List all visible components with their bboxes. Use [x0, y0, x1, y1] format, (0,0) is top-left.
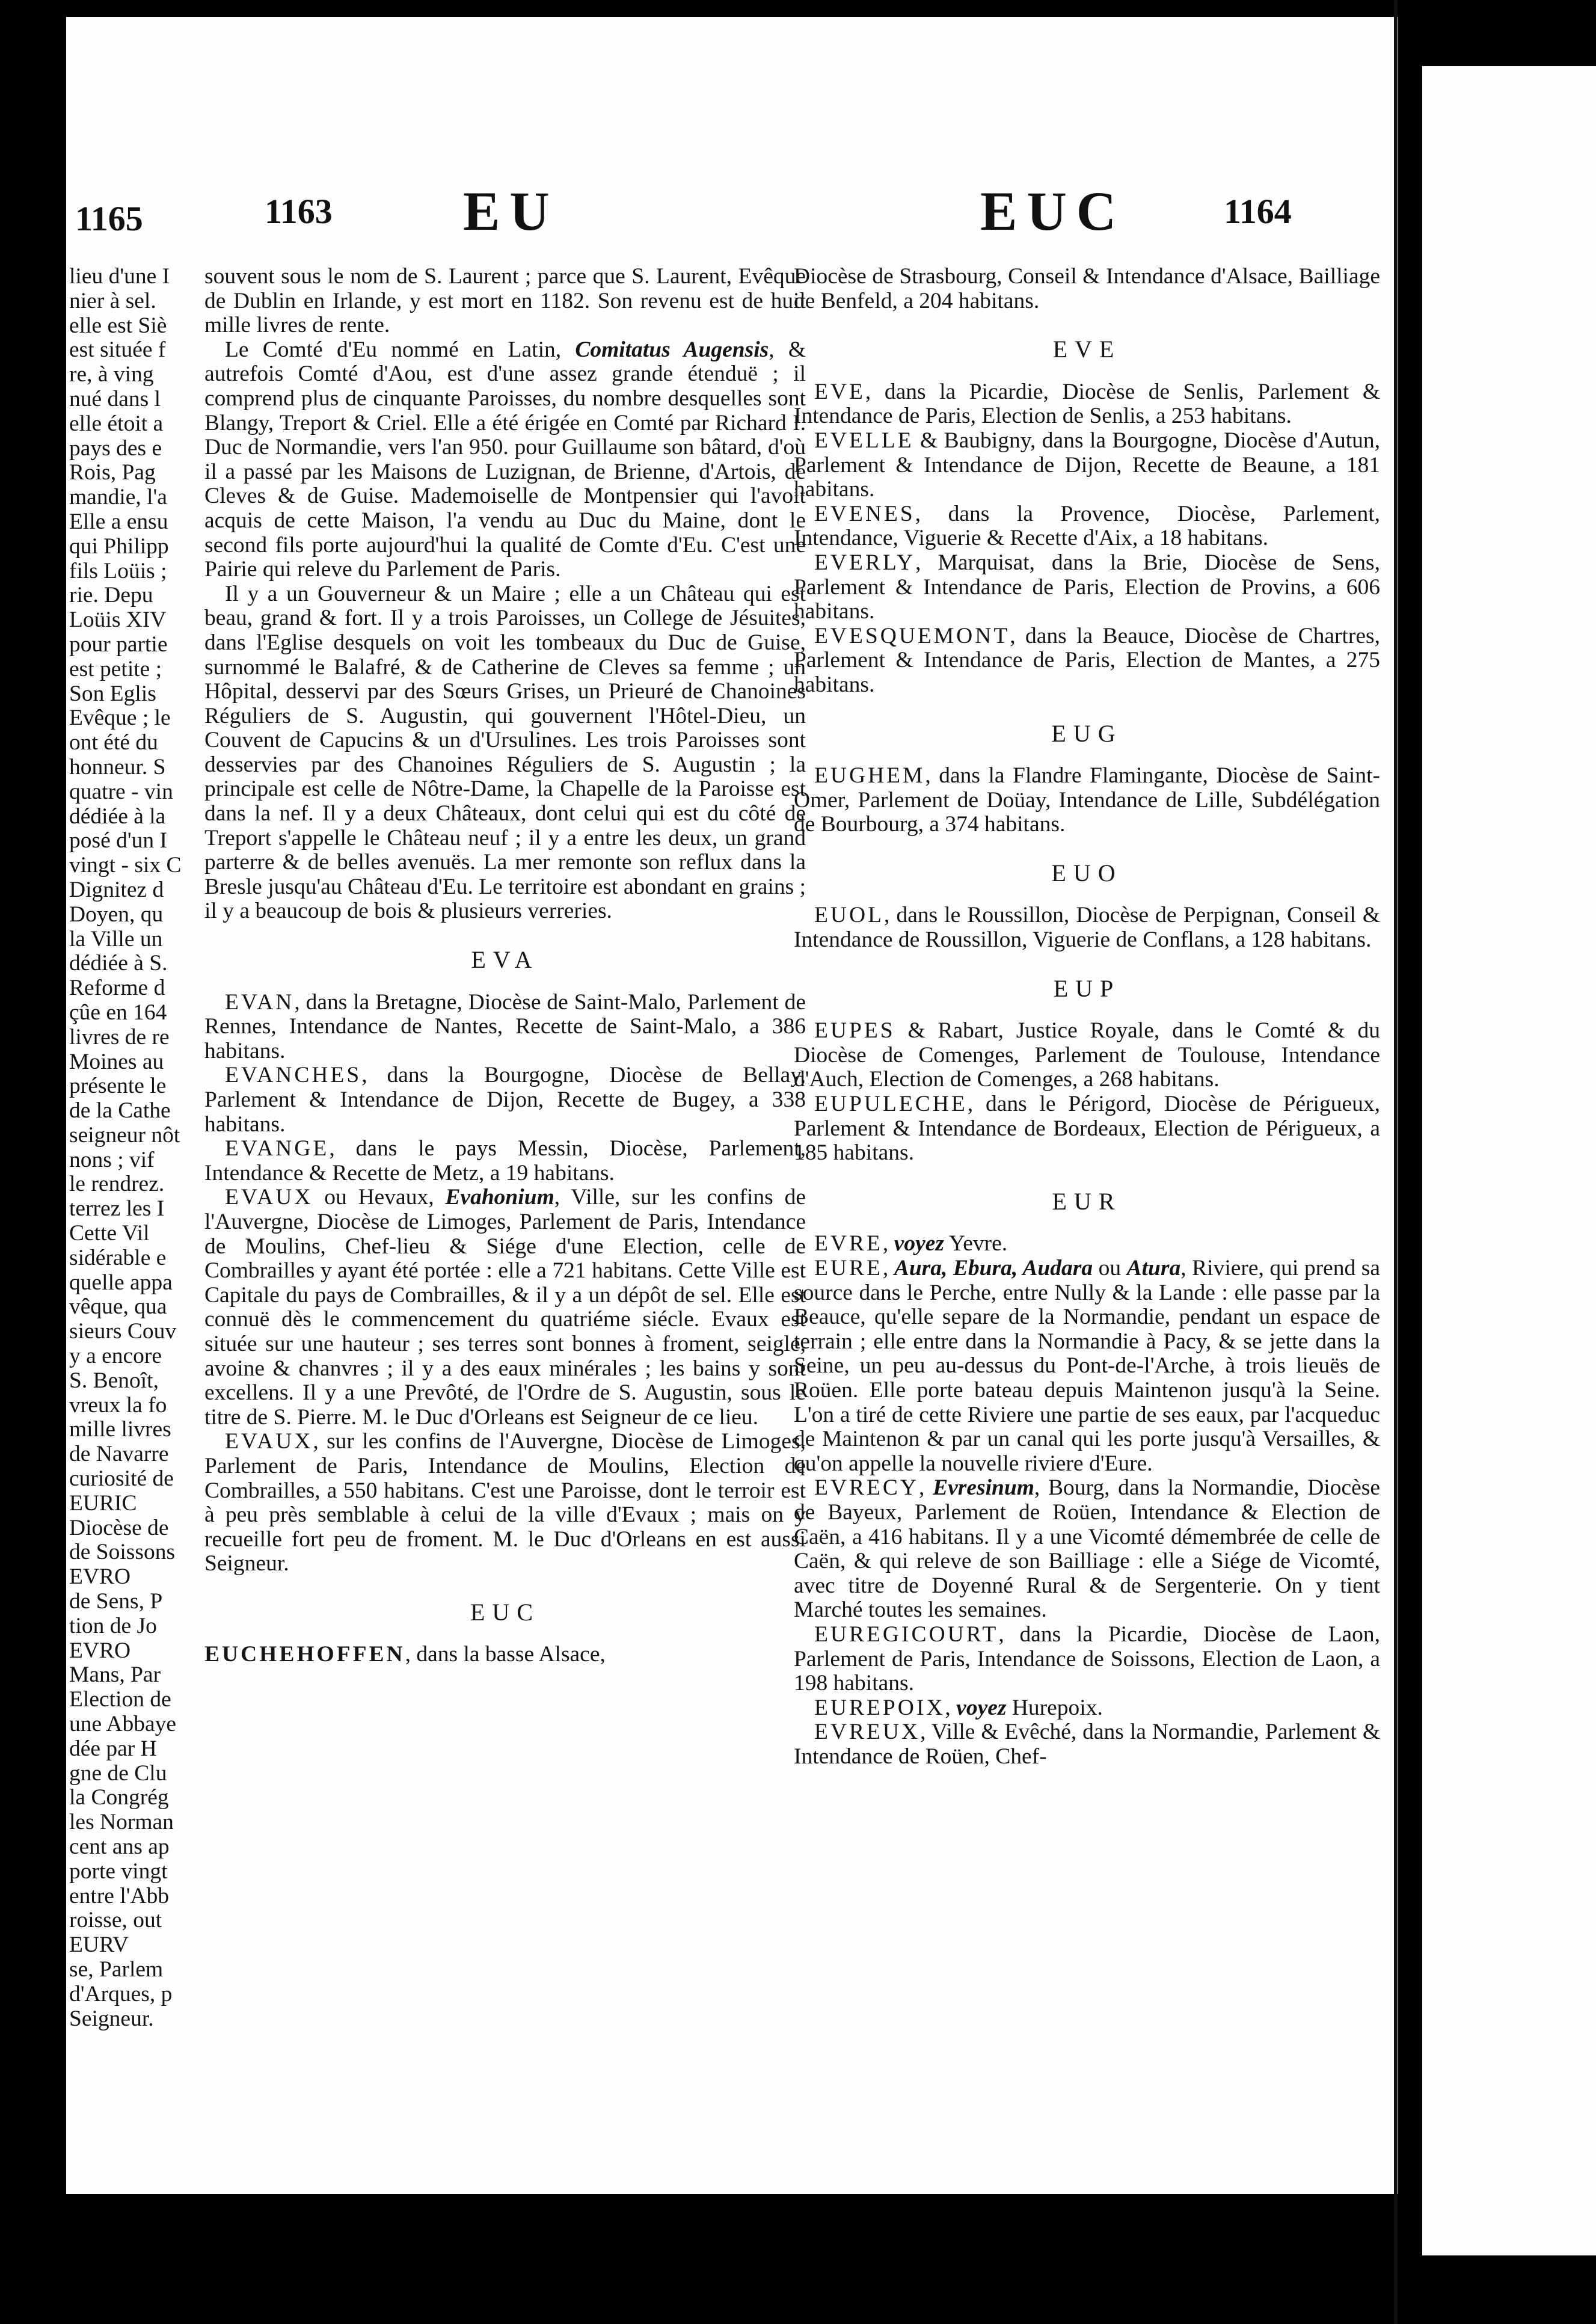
- paragraph-gouverneur: Il y a un Gouverneur & un Maire ; elle a un Château qui est beau, grand & fort. Il y a trois Paroisses, un College de Jésuites, dans l'Eglise desquels on voit les tombeaux du Duc de Guise, surnommé le Balafré, & de Catherine de Cleves sa femme ; un Hôpital, desservi par des Sœurs Grises, un Prieuré de Chanoines Réguliers de S. Augustin, qui gouvernent l'Hôtel-Dieu, un Couvent de Capucins & un d'Ursulines. Les trois Paroisses sont desservies par des Chanoines Réguliers de S. Augustin ; la principale est celle de Nôtre-Dame, la Chapelle de la Paroisse est dans la nef. Il y a deux Châteaux, dont celui qui est du côté de Treport s'appelle le Château neuf ; il y a entre les deux, un grand parterre & de belles avenuës. La mer remonte son reflux dans la Bresle jusqu'au Château d'Eu. Le territoire est abondant en grains ; il y a beaucoup de bois & plusieurs verreries.: [204, 581, 806, 924]
- next-page-line: nons ; vif: [69, 1147, 155, 1172]
- next-page-line: honneur. S: [69, 754, 166, 779]
- entry-lemma: EUGHEM: [814, 763, 925, 788]
- next-page-line: nier à sel.: [69, 288, 156, 313]
- page-number-left: 1163: [265, 192, 333, 231]
- entry-text: ,: [882, 1231, 894, 1256]
- next-page-line: vêque, qua: [69, 1294, 167, 1320]
- entry-text: , Ville, sur les confins de l'Auvergne, Diocèse de Limoges, Parlement de Paris, Intendance de Moulins, Chef-lieu & Siége d'une Election, celle de Combrailles y ayant été portée : elle a 721 habitans. Cette Ville est Capitale du pays de Combrailles, & il y a un dépôt de sel. Elle est connuë dès le commencement du quatriéme siécle. Evaux est située sur une hauteur ; ses terres sont bonnes à froment, seigle, avoine & chanvres ; il y a des eaux minérales ; les bains y sont excellens. Il y a une Prevôté, de l'Ordre de S. Augustin, sous le titre de S. Pierre. M. le Duc d'Orleans est Seigneur de ce lieu.: [204, 1185, 806, 1430]
- entry-text: ou: [1093, 1256, 1127, 1280]
- section-heading-euo: EUO: [1051, 859, 1123, 887]
- entry-lemma: EVENES: [814, 501, 915, 526]
- entry-lemma: EVAN: [225, 989, 295, 1015]
- entry-text: Hurepoix.: [1006, 1695, 1103, 1720]
- next-page-line: d'Arques, p: [69, 1981, 173, 2006]
- entry-lemma: EVRECY: [814, 1475, 919, 1501]
- entry-lemma: EUPES: [814, 1018, 895, 1044]
- entry-eve: [794, 380, 1380, 429]
- next-page-line: de Sens, P: [69, 1589, 163, 1614]
- next-page-line: cent ans ap: [69, 1834, 170, 1859]
- entry-lemma: EUCHEHOFFEN: [204, 1642, 405, 1667]
- section-heading-eug: EUG: [1051, 719, 1123, 747]
- next-page-line: Moines au: [69, 1049, 164, 1074]
- entry-text: ,: [919, 1475, 933, 1501]
- next-page-line: elle étoit a: [69, 411, 164, 436]
- next-page-line: EVRO: [69, 1564, 131, 1590]
- entry-evreux: [794, 1720, 1380, 1769]
- next-page-line: EURIC: [69, 1490, 137, 1516]
- next-page-line: Evêque ; le: [69, 706, 171, 731]
- entry-text: & Baubigny, dans la Bourgogne, Diocèse d'Autun, Parlement & Intendance de Dijon, Recette de Beaune, a 181 habitans.: [794, 428, 1380, 502]
- entry-lemma: EUOL: [814, 903, 884, 928]
- text-column-next-page: [69, 265, 310, 2031]
- entry-evesquemont: [794, 624, 1380, 698]
- gutter-rule: [1394, 0, 1398, 2324]
- next-page-line: sieurs Couv: [69, 1319, 177, 1344]
- entry-euchehoffen-continued: Diocèse de Strasbourg, Conseil & Intendance d'Alsace, Bailliage de Benfeld, a 204 habitans.: [794, 264, 1380, 313]
- entry-euol: [794, 903, 1380, 952]
- entry-lemma: EUREPOIX: [814, 1695, 945, 1720]
- entry-text: , dans la basse Alsace,: [405, 1642, 606, 1667]
- next-page-line: roisse, out: [69, 1908, 162, 1933]
- entry-lemma: EVREUX: [814, 1720, 921, 1745]
- next-page-line: fils Loüis ;: [69, 558, 167, 583]
- running-head-right: EUC: [980, 180, 1126, 242]
- next-page-line: la Ville un: [69, 926, 163, 951]
- next-page-line: quelle appa: [69, 1270, 173, 1295]
- next-page-line: vingt - six C: [69, 853, 182, 878]
- next-page-line: se, Parlem: [69, 1957, 164, 1982]
- entry-lemma: EUPULECHE: [814, 1092, 968, 1117]
- next-page-line: le rendrez.: [69, 1172, 165, 1197]
- entry-lemma: EVESQUEMONT: [814, 623, 1010, 648]
- next-page-fragment: [1422, 66, 1596, 2255]
- next-page-line: EVRO: [69, 1638, 131, 1663]
- text-column-right: [794, 265, 1380, 1769]
- entry-text: , Ville & Evêché, dans la Normandie, Parlement & Intendance de Roüen, Chef-: [794, 1720, 1380, 1769]
- section-heading-euc: EUC: [470, 1598, 540, 1626]
- entry-lemma: EVE: [814, 379, 865, 404]
- entry-text: , dans la Picardie, Diocèse de Senlis, Parlement & Intendance de Paris, Election de Senlis, a 253 habitans.: [794, 379, 1380, 429]
- entry-lemma: EUREGICOURT: [814, 1622, 999, 1647]
- next-page-line: çûe en 164: [69, 1000, 167, 1025]
- section-heading-eva: EVA: [471, 946, 539, 974]
- next-page-line: nué dans l: [69, 386, 161, 411]
- entry-text: , dans la Bretagne, Diocèse de Saint-Malo, Parlement de Rennes, Intendance de Nantes, Recette de Saint-Malo, a 386 habitans.: [204, 989, 806, 1063]
- section-heading-eup: EUP: [1053, 974, 1121, 1002]
- entry-text: , dans la Provence, Diocèse, Parlement, Intendance, Viguerie & Recette d'Aix, a 18 habitans.: [794, 501, 1380, 551]
- entry-euregicourt: [794, 1623, 1380, 1696]
- next-page-line: Reforme d: [69, 976, 165, 1001]
- next-page-line: gne de Clu: [69, 1760, 167, 1786]
- next-page-line: dédiée à la: [69, 804, 166, 829]
- entry-text: , dans la Picardie, Diocèse de Laon, Parlement de Paris, Intendance de Soissons, Election de Laon, a 198 habitans.: [794, 1622, 1380, 1696]
- next-page-line: lieu d'une I: [69, 264, 170, 289]
- entry-text: Yevre.: [944, 1231, 1008, 1256]
- next-page-line: la Congrég: [69, 1785, 169, 1810]
- entry-lemma: EVRE: [814, 1231, 883, 1256]
- next-page-line: Diocèse de: [69, 1515, 169, 1540]
- next-page-line: de Soissons: [69, 1540, 176, 1565]
- next-page-line: posé d'un I: [69, 828, 167, 853]
- entry-eupuleche: [794, 1092, 1380, 1166]
- voyez-reference: voyez: [956, 1695, 1007, 1720]
- next-page-line: présente le: [69, 1074, 167, 1099]
- next-page-line: une Abbaye: [69, 1712, 177, 1737]
- next-page-line: dédiée à S.: [69, 951, 168, 976]
- next-page-line: est petite ;: [69, 656, 162, 681]
- next-page-line: Mans, Par: [69, 1662, 161, 1688]
- next-page-line: dée par H: [69, 1736, 157, 1761]
- next-page-line: curiosité de: [69, 1466, 174, 1492]
- next-page-line: porte vingt: [69, 1858, 168, 1884]
- entry-text: , Bourg, dans la Normandie, Diocèse de Bayeux, Parlement de Roüen, Intendance & Election de Caën, a 416 habitans. Il y a une Vicomté démembrée de celle de Caën, & qui releve de son Bailliage : elle a Siége de Vicomté, avec titre de Doyenné Rural & de Sergenterie. On y tient Marché toutes les semaines.: [794, 1475, 1380, 1623]
- next-page-line: les Norman: [69, 1810, 174, 1835]
- entry-text: ou Hevaux,: [313, 1185, 446, 1210]
- next-page-line: Loüis XIV: [69, 607, 167, 633]
- voyez-reference: voyez: [894, 1231, 944, 1256]
- latin-name: Atura: [1126, 1256, 1181, 1280]
- running-head-left: EU: [463, 180, 559, 242]
- entry-evenes: [794, 502, 1380, 551]
- entry-text: & Rabart, Justice Royale, dans le Comté & du Diocèse de Comenges, Parlement de Toulouse, Intendance d'Auch, Election de Comenges, a 268 habitans.: [794, 1018, 1380, 1092]
- next-page-line: re, à ving: [69, 362, 154, 387]
- next-page-line: tion de Jo: [69, 1613, 157, 1638]
- entry-text: , dans le Périgord, Diocèse de Périgueux, Parlement & Intendance de Bordeaux, Election de Périgueux, a 185 habitans.: [794, 1092, 1380, 1166]
- next-page-line: est située f: [69, 337, 166, 363]
- next-page-line: mille livres: [69, 1417, 171, 1442]
- entry-text: ,: [945, 1695, 957, 1720]
- entry-lemma: EVERLY: [814, 550, 916, 575]
- next-page-line: pays des e: [69, 435, 162, 461]
- next-page-line: vreux la fo: [69, 1392, 167, 1418]
- page-number-next: 1165: [75, 199, 143, 238]
- entry-text: , sur les confins de l'Auvergne, Diocèse de Limoges, Parlement de Paris, Intendance de Moulins, Election de Combrailles, a 550 habitans. C'est une Paroisse, dont le terroir est à peu près semblable à celui de la ville d'Evaux ; mais on y recueille fort peu de froment. M. le Duc d'Orleans en est aussi Seigneur.: [204, 1429, 806, 1576]
- next-page-line: livres de re: [69, 1024, 170, 1050]
- entry-text: , dans le Roussillon, Diocèse de Perpignan, Conseil & Intendance de Roussillon, Viguerie de Conflans, a 128 habitans.: [794, 903, 1380, 953]
- entry-lemma: EVELLE: [814, 428, 914, 453]
- section-heading-eve: EVE: [1052, 336, 1122, 363]
- entry-evre: [794, 1232, 1380, 1256]
- text-run: , & autrefois Comté d'Aou, est d'une assez grande étenduë ; il comprend plus de cinquante Paroisses, du nombre desquelles sont Blangy, Treport & Criel. Elle a été érigée en Comté par Richard I. Duc de Normandie, vers l'an 950. pour Guillaume son bâtard, d'où il a passé par les Maisons de Luzignan, de Brienne, d'Artois, de Cleves & de Guise. Mademoiselle de Montpensier qui l'avoit acquis de cette Maison, l'a vendu au Duc du Maine, dont le second fils porte aujourd'hui la qualité de Comte d'Eu. C'est une Pairie qui releve du Parlement de Paris.: [204, 337, 806, 582]
- text-run: Le Comté d'Eu nommé en Latin,: [225, 337, 575, 362]
- next-page-line: pour partie: [69, 632, 168, 657]
- next-page-line: Seigneur.: [69, 2006, 154, 2031]
- paragraph-saint-laurent: souvent sous le nom de S. Laurent ; parce que S. Laurent, Evêque de Dublin en Irlande, y est mort en 1182. Son revenu est de huit mille livres de rente.: [204, 264, 806, 338]
- entry-eupes: [794, 1019, 1380, 1092]
- entry-evrecy: [794, 1476, 1380, 1623]
- entry-evelle: [794, 429, 1380, 502]
- next-page-line: S. Benoît,: [69, 1368, 159, 1393]
- next-page-line: rie. Depu: [69, 583, 153, 608]
- page-number-right: 1164: [1224, 192, 1292, 231]
- entry-text: , dans le pays Messin, Diocèse, Parlement, Intendance & Recette de Metz, a 19 habitans.: [204, 1136, 806, 1185]
- entry-lemma: EVAUX: [225, 1429, 313, 1454]
- entry-text: , Riviere, qui prend sa source dans le Perche, entre Nully & la Lande : elle passe par la Beauce, qu'elle separe de la Normandie, pendant un espace de terrain ; elle entre dans la Normandie à Pacy, & se jette dans la Seine, un peu au-dessus du Pont-de-l'Arche, à trois lieuës de Roüen. Elle porte bateau depuis Maintenon jusqu'à la Seine. L'on a tiré de cette Riviere une partie de ses eaux, par l'acqueduc de Maintenon & par un canal qui les porte jusqu'à Versailles, & qu'on appelle la nouvelle riviere d'Eure.: [794, 1256, 1380, 1476]
- latin-name: Aura, Ebura, Audara: [894, 1256, 1093, 1280]
- next-page-line: EURV: [69, 1932, 129, 1958]
- next-page-line: Elle a ensu: [69, 509, 168, 534]
- next-page-line: qui Philipp: [69, 533, 169, 559]
- next-page-line: Rois, Pag: [69, 460, 156, 485]
- entry-eurepoix: [794, 1696, 1380, 1721]
- entry-lemma: EVANGE: [225, 1136, 330, 1161]
- entry-text: , Marquisat, dans la Brie, Diocèse de Sens, Parlement & Intendance de Paris, Election de Provins, a 606 habitans.: [794, 550, 1380, 624]
- section-heading-eur: EUR: [1052, 1187, 1122, 1215]
- next-page-line: seigneur nôt: [69, 1122, 180, 1148]
- next-page-line: terrez les I: [69, 1196, 165, 1222]
- next-page-line: entre l'Abb: [69, 1883, 170, 1908]
- next-page-line: elle est Siè: [69, 313, 167, 338]
- entry-text: , dans la Beauce, Diocèse de Chartres, Parlement & Intendance de Paris, Election de Mantes, a 275 habitans.: [794, 623, 1380, 697]
- next-page-line: Dignitez d: [69, 877, 164, 902]
- next-page-line: de la Cathe: [69, 1098, 171, 1124]
- next-page-line: Election de: [69, 1687, 171, 1712]
- entry-lemma: EURE: [814, 1256, 883, 1280]
- latin-name: Comitatus Augensis: [575, 337, 769, 362]
- entry-text: ,: [882, 1256, 894, 1280]
- entry-eure: [794, 1256, 1380, 1476]
- latin-name: Evresinum: [933, 1475, 1034, 1501]
- next-page-line: y a encore: [69, 1344, 162, 1369]
- next-page-line: de Navarre: [69, 1442, 169, 1467]
- entry-lemma: EVAUX: [225, 1185, 313, 1210]
- next-page-line: Cette Vil: [69, 1221, 150, 1246]
- next-page-line: quatre - vin: [69, 779, 173, 804]
- entry-text: , dans la Flandre Flamingante, Diocèse de Saint-Omer, Parlement de Doüay, Intendance de Lille, Subdélégation de Bourbourg, a 374 habitans.: [794, 763, 1380, 837]
- next-page-line: sidérable e: [69, 1245, 167, 1270]
- next-page-line: ont été du: [69, 730, 158, 755]
- entry-text: , dans la Bourgogne, Diocèse de Bellay, Parlement & Intendance de Dijon, Recette de Bugey, a 338 habitans.: [204, 1063, 806, 1137]
- next-page-line: Doyen, qu: [69, 902, 164, 927]
- latin-name: Evahonium: [445, 1185, 554, 1210]
- next-page-line: mandie, l'a: [69, 485, 167, 510]
- next-page-line: Son Eglis: [69, 681, 156, 706]
- entry-lemma: EVANCHES: [225, 1063, 362, 1088]
- entry-everly: [794, 551, 1380, 624]
- entry-eughem: [794, 764, 1380, 837]
